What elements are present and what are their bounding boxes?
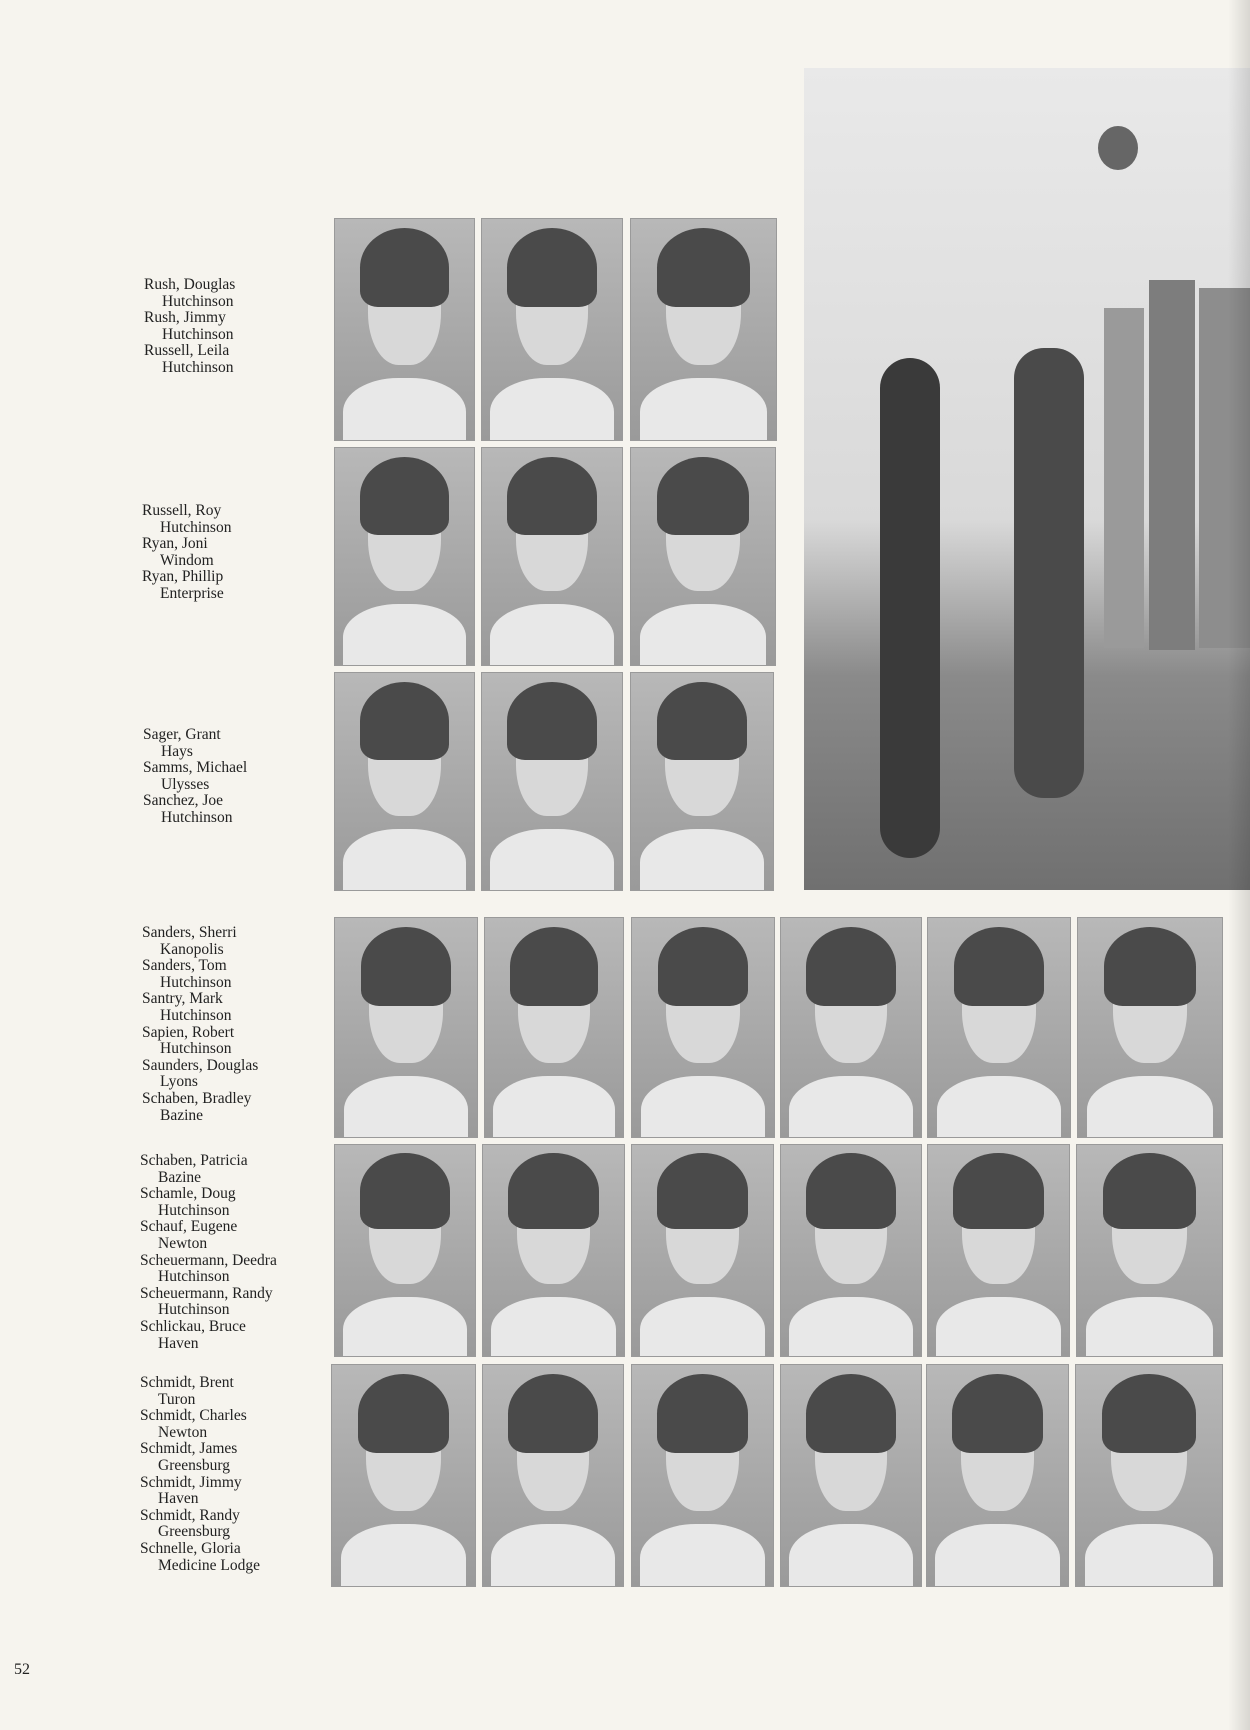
student-town: Bazine [158,1168,202,1186]
student-name: Schmidt, Charles [140,1407,247,1425]
portrait-photo [630,672,774,891]
portrait-photo [481,447,623,666]
portrait-photo [780,1364,922,1587]
portrait-photo [482,1144,625,1357]
student-town: Enterprise [160,584,224,602]
portrait-photo [334,917,478,1138]
student-town: Ulysses [161,775,210,793]
portrait-photo [334,218,475,441]
portrait-photo [1076,1144,1223,1357]
portrait-photo [482,1364,624,1587]
student-name: Schnelle, Gloria [140,1539,241,1557]
portrait-photo [630,218,777,441]
portrait-photo [334,672,475,891]
student-name: Schmidt, Jimmy [140,1473,242,1491]
name-block-3 [143,727,247,827]
portrait-photo [481,218,623,441]
student-name: Ryan, Phillip [142,568,224,586]
portrait-photo [630,447,776,666]
portrait-photo [1075,1364,1223,1587]
page-number: 52 [14,1661,30,1678]
student-name: Schamle, Doug [140,1185,236,1203]
student-name: Schaben, Patricia [140,1152,248,1169]
name-block-1 [144,277,235,377]
student-name: Sapien, Robert [142,1023,235,1041]
student-name: Schmidt, Randy [140,1506,240,1524]
name-block-6 [140,1375,260,1574]
student-town: Bazine [160,1106,204,1124]
student-town: Kanopolis [160,940,224,958]
student-town: Greensburg [158,1456,231,1474]
student-town: Hutchinson [158,1201,230,1219]
student-name: Russell, Roy [142,502,222,519]
student-name: Sanders, Tom [142,957,227,975]
action-photo-basketball [804,68,1250,890]
student-town: Hutchinson [160,518,232,536]
student-town: Hutchinson [160,973,232,991]
student-name: Scheuermann, Randy [140,1284,273,1302]
student-name: Schmidt, Brent [140,1374,234,1391]
portrait-photo [631,1364,774,1587]
student-town: Greensburg [158,1523,231,1541]
page-spine-shadow [1228,0,1250,1730]
student-town: Windom [160,551,214,569]
student-name: Santry, Mark [142,990,223,1008]
portrait-photo [631,1144,774,1357]
student-name: Sager, Grant [143,726,221,743]
name-block-2 [142,503,231,603]
student-town: Hays [161,742,193,760]
student-town: Hutchinson [160,1006,232,1024]
portrait-photo [1077,917,1223,1138]
name-block-5 [140,1153,277,1352]
student-town: Turon [158,1390,196,1408]
portrait-photo [927,1144,1070,1357]
portrait-photo [334,447,475,666]
student-name: Rush, Douglas [144,276,236,293]
student-name: Schaben, Bradley [142,1089,252,1107]
student-town: Hutchinson [162,325,234,343]
student-town: Lyons [160,1073,198,1091]
student-town: Hutchinson [158,1268,230,1286]
portrait-photo [780,917,922,1138]
portrait-photo [334,1144,476,1357]
student-town: Newton [158,1234,208,1252]
student-name: Russell, Leila [144,342,230,360]
portrait-photo [484,917,624,1138]
student-name: Ryan, Joni [142,535,208,553]
portrait-photo [927,917,1071,1138]
student-name: Sanchez, Joe [143,792,224,810]
student-town: Hutchinson [158,1301,230,1319]
portrait-photo [780,1144,922,1357]
student-town: Haven [158,1490,199,1508]
student-town: Hutchinson [160,1040,232,1058]
student-name: Saunders, Douglas [142,1056,259,1074]
portrait-photo [331,1364,476,1587]
student-name: Sanders, Sherri [142,924,237,941]
student-name: Rush, Jimmy [144,309,226,327]
student-town: Hutchinson [162,358,234,376]
student-name: Samms, Michael [143,759,248,777]
student-town: Newton [158,1423,208,1441]
student-town: Medicine Lodge [158,1556,261,1574]
student-name: Schmidt, James [140,1440,238,1458]
student-town: Hutchinson [161,808,233,826]
portrait-photo [926,1364,1069,1587]
student-name: Schlickau, Bruce [140,1317,246,1335]
name-block-4 [142,925,258,1124]
student-name: Scheuermann, Deedra [140,1251,277,1269]
portrait-photo [481,672,623,891]
portrait-photo [631,917,775,1138]
student-town: Haven [158,1334,199,1352]
student-name: Schauf, Eugene [140,1218,238,1236]
student-town: Hutchinson [162,292,234,310]
